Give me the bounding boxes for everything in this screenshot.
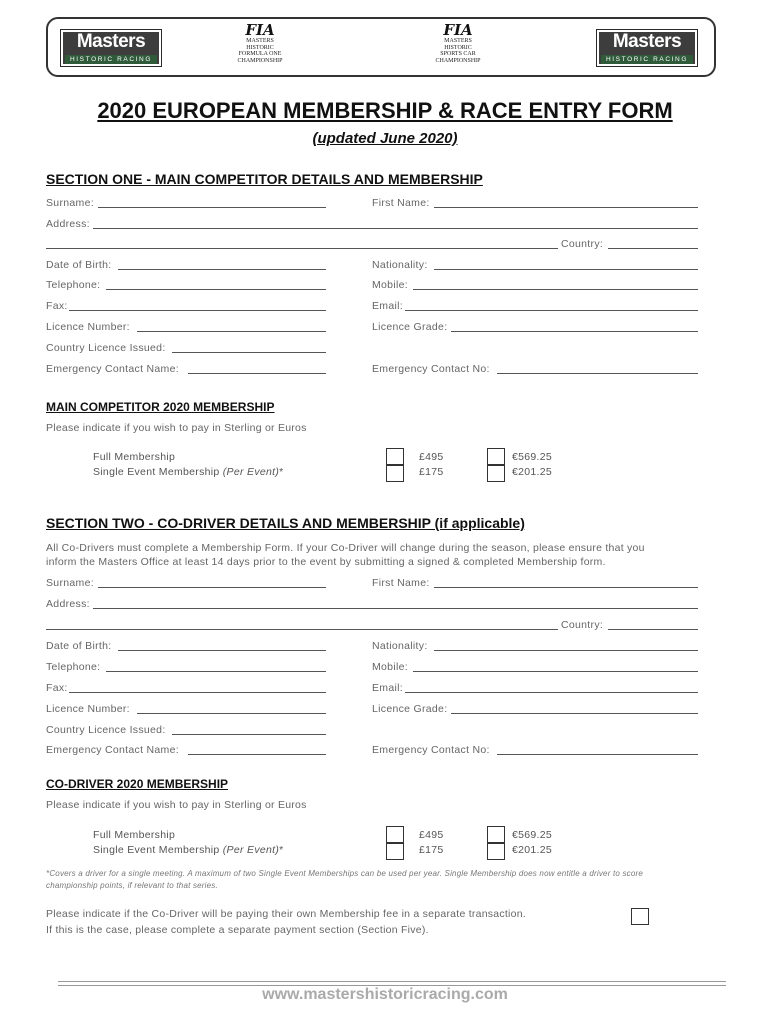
cd-email-field[interactable] bbox=[405, 692, 698, 693]
single-eur-checkbox[interactable] bbox=[487, 465, 505, 482]
cd-address-line-2-field[interactable] bbox=[46, 629, 558, 630]
cd-licence-number-field[interactable] bbox=[137, 713, 326, 714]
cd-address-label: Address: bbox=[46, 598, 90, 610]
cd-single-gbp-checkbox[interactable] bbox=[386, 843, 404, 860]
cd-licence-grade-label: Licence Grade: bbox=[372, 703, 448, 715]
cd-country-licence-field[interactable] bbox=[172, 734, 326, 735]
main-membership-heading: MAIN COMPETITOR 2020 MEMBERSHIP bbox=[46, 400, 275, 414]
footnote-star: * bbox=[279, 844, 284, 856]
separate-payment-checkbox[interactable] bbox=[631, 908, 649, 925]
country-field[interactable] bbox=[608, 248, 698, 249]
licence-grade-label: Licence Grade: bbox=[372, 321, 448, 333]
first-name-label: First Name: bbox=[372, 197, 430, 209]
fia-line: FORMULA ONE bbox=[238, 51, 282, 57]
full-gbp-checkbox[interactable] bbox=[386, 448, 404, 465]
form-subtitle: (updated June 2020) bbox=[312, 130, 458, 147]
fia-mark: FIA bbox=[443, 21, 473, 39]
fia-mark: FIA bbox=[245, 21, 275, 39]
cd-address-field[interactable] bbox=[93, 608, 698, 609]
single-event-footnote bbox=[46, 868, 726, 892]
mobile-label: Mobile: bbox=[372, 279, 408, 291]
section-one-heading: SECTION ONE - MAIN COMPETITOR DETAILS AND MEMBERSHIP bbox=[46, 171, 483, 187]
cd-full-eur-price: €569.25 bbox=[512, 829, 553, 841]
header-banner bbox=[46, 17, 716, 77]
single-membership-label bbox=[93, 466, 284, 478]
full-eur-checkbox[interactable] bbox=[487, 448, 505, 465]
cd-full-membership-label: Full Membership bbox=[93, 829, 176, 841]
emergency-no-field[interactable] bbox=[497, 373, 698, 374]
cd-mobile-field[interactable] bbox=[413, 671, 698, 672]
fia-line: SPORTS CAR bbox=[440, 51, 476, 57]
fia-line: MASTERS bbox=[246, 38, 274, 44]
fia-formula-one-logo bbox=[236, 23, 284, 71]
single-gbp-checkbox[interactable] bbox=[386, 465, 404, 482]
cd-surname-label: Surname: bbox=[46, 577, 94, 589]
masters-logo-left bbox=[60, 29, 162, 67]
first-name-field[interactable] bbox=[434, 207, 698, 208]
footnote-line-1: *Covers a driver for a single meeting. A maximum of two Single Event Memberships can be used per year. Single Membership does now entitle a driver to score bbox=[46, 869, 644, 878]
cd-single-membership-label bbox=[93, 844, 284, 856]
full-eur-price: €569.25 bbox=[512, 451, 553, 463]
per-event-text: (Per Event) bbox=[222, 466, 280, 478]
dob-label: Date of Birth: bbox=[46, 259, 112, 271]
full-gbp-price: £495 bbox=[419, 451, 444, 463]
cd-nationality-label: Nationality: bbox=[372, 640, 428, 652]
per-event-text: (Per Event) bbox=[222, 844, 280, 856]
surname-label: Surname: bbox=[46, 197, 94, 209]
cd-single-eur-checkbox[interactable] bbox=[487, 843, 505, 860]
surname-field[interactable] bbox=[98, 207, 326, 208]
cd-nationality-field[interactable] bbox=[434, 650, 698, 651]
logo-strap: HISTORIC RACING bbox=[601, 55, 693, 64]
fia-line: CHAMPIONSHIP bbox=[435, 57, 481, 64]
fia-line: HISTORIC bbox=[444, 44, 472, 51]
currency-note: Please indicate if you wish to pay in Sterling or Euros bbox=[46, 422, 307, 434]
logo-strap: HISTORIC RACING bbox=[65, 55, 157, 64]
country-licence-field[interactable] bbox=[172, 352, 326, 353]
mobile-field[interactable] bbox=[413, 289, 698, 290]
dob-field[interactable] bbox=[118, 269, 326, 270]
cd-emergency-no-field[interactable] bbox=[497, 754, 698, 755]
cd-country-field[interactable] bbox=[608, 629, 698, 630]
cd-mobile-label: Mobile: bbox=[372, 661, 408, 673]
nationality-label: Nationality: bbox=[372, 259, 428, 271]
emergency-no-label: Emergency Contact No: bbox=[372, 363, 490, 375]
cd-first-name-label: First Name: bbox=[372, 577, 430, 589]
cd-emergency-name-label: Emergency Contact Name: bbox=[46, 744, 179, 756]
cd-dob-field[interactable] bbox=[118, 650, 326, 651]
emergency-name-field[interactable] bbox=[188, 373, 326, 374]
single-eur-price: €201.25 bbox=[512, 466, 553, 478]
country-label: Country: bbox=[561, 238, 604, 250]
cd-country-label: Country: bbox=[561, 619, 604, 631]
licence-number-field[interactable] bbox=[137, 331, 326, 332]
fia-line: MASTERS bbox=[444, 38, 472, 44]
cd-surname-field[interactable] bbox=[98, 587, 326, 588]
licence-number-label: Licence Number: bbox=[46, 321, 130, 333]
single-gbp-price: £175 bbox=[419, 466, 444, 478]
separate-payment-note-2: If this is the case, please complete a separate payment section (Section Five). bbox=[46, 924, 429, 936]
footer-website[interactable]: www.mastershistoricracing.com bbox=[262, 986, 508, 1003]
cd-country-licence-label: Country Licence Issued: bbox=[46, 724, 166, 736]
licence-grade-field[interactable] bbox=[451, 331, 698, 332]
fia-line: HISTORIC bbox=[246, 44, 274, 51]
masters-logo-right bbox=[596, 29, 698, 67]
cd-first-name-field[interactable] bbox=[434, 587, 698, 588]
cd-dob-label: Date of Birth: bbox=[46, 640, 112, 652]
co-driver-membership-heading: CO-DRIVER 2020 MEMBERSHIP bbox=[46, 777, 229, 791]
cd-telephone-field[interactable] bbox=[106, 671, 326, 672]
cd-fax-field[interactable] bbox=[69, 692, 326, 693]
footnote-line-2: championship points, if relevant to that series. bbox=[46, 881, 218, 890]
cd-telephone-label: Telephone: bbox=[46, 661, 101, 673]
address-label: Address: bbox=[46, 218, 90, 230]
fia-line: CHAMPIONSHIP bbox=[237, 57, 283, 64]
footnote-star: * bbox=[279, 466, 284, 478]
cd-emergency-no-label: Emergency Contact No: bbox=[372, 744, 490, 756]
cd-licence-number-label: Licence Number: bbox=[46, 703, 130, 715]
cd-currency-note: Please indicate if you wish to pay in Sterling or Euros bbox=[46, 799, 307, 811]
co-driver-intro-1: All Co-Drivers must complete a Membership Form. If your Co-Driver will change during the season, please ensure that you bbox=[46, 542, 645, 554]
telephone-label: Telephone: bbox=[46, 279, 101, 291]
cd-single-gbp-price: £175 bbox=[419, 844, 444, 856]
nationality-field[interactable] bbox=[434, 269, 698, 270]
form-title: 2020 EUROPEAN MEMBERSHIP & RACE ENTRY FORM bbox=[97, 98, 673, 123]
co-driver-intro-2: inform the Masters Office at least 14 days prior to the event by submitting a signed & completed Membership form. bbox=[46, 556, 606, 568]
cd-email-label: Email: bbox=[372, 682, 403, 694]
cd-emergency-name-field[interactable] bbox=[188, 754, 326, 755]
section-two-heading: SECTION TWO - CO-DRIVER DETAILS AND MEMBERSHIP (if applicable) bbox=[46, 515, 525, 531]
fia-sports-car-logo bbox=[434, 23, 482, 71]
address-field[interactable] bbox=[93, 228, 698, 229]
fax-field[interactable] bbox=[69, 310, 326, 311]
emergency-name-label: Emergency Contact Name: bbox=[46, 363, 179, 375]
address-line-2-field[interactable] bbox=[46, 248, 558, 249]
cd-full-gbp-checkbox[interactable] bbox=[386, 826, 404, 843]
cd-single-eur-price: €201.25 bbox=[512, 844, 553, 856]
single-text: Single Event Membership bbox=[93, 844, 223, 856]
cd-fax-label: Fax: bbox=[46, 682, 68, 694]
email-field[interactable] bbox=[405, 310, 698, 311]
single-text: Single Event Membership bbox=[93, 466, 223, 478]
logo-word: Masters bbox=[76, 31, 146, 52]
cd-full-eur-checkbox[interactable] bbox=[487, 826, 505, 843]
country-licence-label: Country Licence Issued: bbox=[46, 342, 166, 354]
cd-full-gbp-price: £495 bbox=[419, 829, 444, 841]
full-membership-label: Full Membership bbox=[93, 451, 176, 463]
telephone-field[interactable] bbox=[106, 289, 326, 290]
separate-payment-note-1: Please indicate if the Co-Driver will be paying their own Membership fee in a separate transaction. bbox=[46, 908, 526, 920]
email-label: Email: bbox=[372, 300, 403, 312]
cd-licence-grade-field[interactable] bbox=[451, 713, 698, 714]
logo-word: Masters bbox=[612, 31, 682, 52]
fax-label: Fax: bbox=[46, 300, 68, 312]
